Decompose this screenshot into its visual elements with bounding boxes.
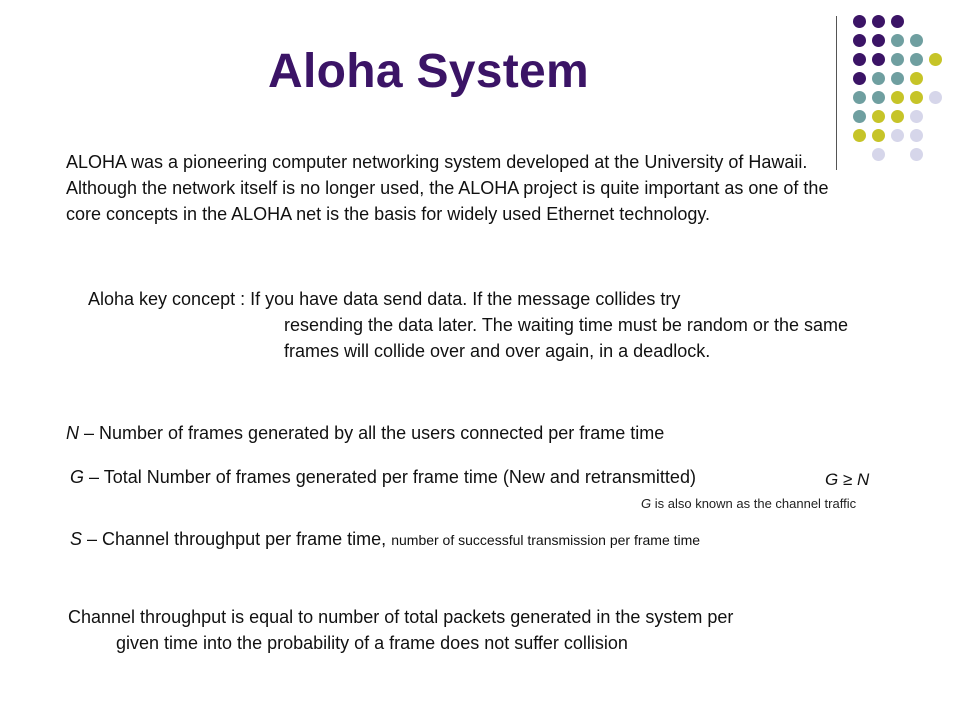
decorative-dot: [910, 129, 923, 142]
definition-g: [70, 464, 696, 490]
s-text: – Channel throughput per frame time,: [82, 529, 392, 549]
g-text: – Total Number of frames generated per frame time (New and retransmitted): [84, 467, 696, 487]
decorative-dot: [872, 129, 885, 142]
n-symbol: N: [66, 423, 79, 443]
conclusion-line-1: Channel throughput is equal to number of total packets generated in the system per: [68, 607, 734, 627]
definition-n: [66, 420, 664, 446]
decorative-dot: [891, 34, 904, 47]
decorative-dot: [853, 34, 866, 47]
g-relation: G ≥ N: [825, 470, 870, 489]
decorative-dot: [872, 15, 885, 28]
decorative-dot: [872, 34, 885, 47]
decorative-dot: [872, 53, 885, 66]
g-note-symbol: G: [641, 496, 652, 511]
decorative-dot: [929, 53, 942, 66]
slide-title: Aloha System: [268, 45, 590, 98]
conclusion-line-2: given time into the probability of a frame does not suffer collision: [116, 633, 628, 653]
decorative-dot: [910, 110, 923, 123]
decorative-dot: [910, 53, 923, 66]
definition-s: [70, 526, 700, 553]
divider-line: [836, 16, 837, 170]
decorative-dot: [853, 110, 866, 123]
intro-paragraph: ALOHA was a pioneering computer networking system developed at the University of Hawaii. Although the network itself is no longer used, the ALOHA project is quite important as one of the core concepts in the ALOHA net is the basis for widely used Ethernet technology.: [66, 152, 829, 224]
decorative-dot: [910, 91, 923, 104]
decorative-dot: [872, 110, 885, 123]
decorative-dot: [853, 72, 866, 85]
decorative-dot: [929, 91, 942, 104]
n-text: – Number of frames generated by all the users connected per frame time: [79, 423, 665, 443]
decorative-dot: [853, 15, 866, 28]
key-concept-paragraph: [88, 286, 848, 364]
g-symbol: G: [70, 467, 85, 487]
decorative-dot: [910, 72, 923, 85]
decorative-dot: [910, 34, 923, 47]
conclusion-paragraph: [68, 604, 888, 656]
decorative-dot: [891, 53, 904, 66]
key-concept-lead: Aloha key concept : If you have data send data. If the message collides try: [88, 289, 681, 309]
s-small-text: number of successful transmission per frame time: [391, 532, 701, 548]
decorative-dot: [872, 148, 885, 161]
s-symbol: S: [70, 529, 83, 549]
decorative-dot: [872, 91, 885, 104]
key-concept-rest: resending the data later. The waiting time must be random or the same frames will collide over and over again, in a deadlock.: [284, 315, 848, 361]
g-note: [641, 496, 856, 511]
decorative-dot: [853, 129, 866, 142]
decorative-dot: [891, 129, 904, 142]
decorative-dot: [853, 53, 866, 66]
decorative-dot: [853, 91, 866, 104]
decorative-dot: [872, 72, 885, 85]
decorative-dot: [891, 91, 904, 104]
decorative-dot: [891, 72, 904, 85]
g-note-text: is also known as the channel traffic: [651, 496, 857, 511]
decorative-dot: [891, 110, 904, 123]
decorative-dot: [891, 15, 904, 28]
decorative-dot: [910, 148, 923, 161]
